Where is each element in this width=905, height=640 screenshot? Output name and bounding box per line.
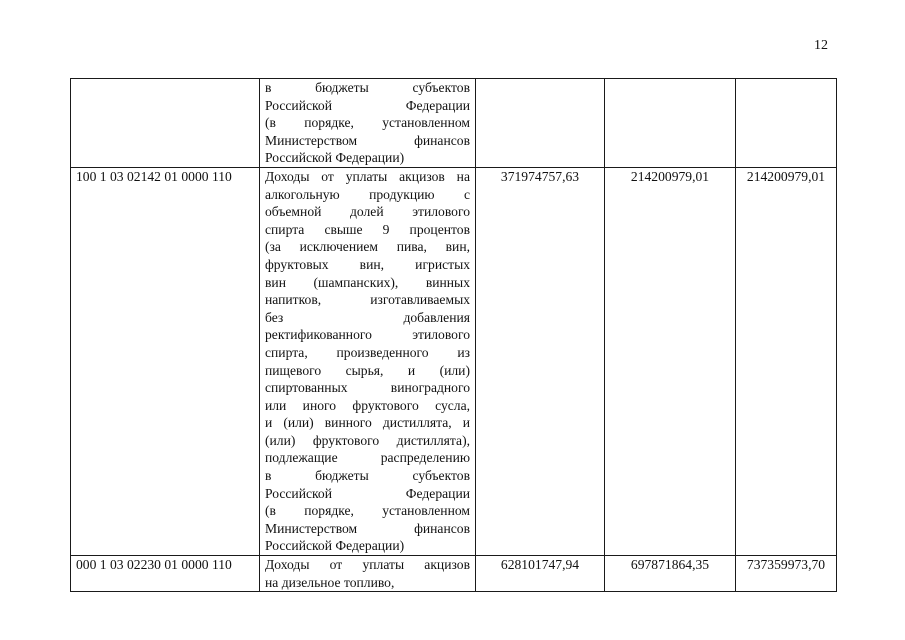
revenue-table xyxy=(70,78,837,592)
description-line: вин (шампанских), винных xyxy=(265,274,470,290)
description-line: или иного фруктового сусла, xyxy=(265,397,470,413)
table-row xyxy=(71,79,837,168)
amount-cell-3: 737359973,70 xyxy=(736,556,837,592)
description-line: Министерством финансов xyxy=(265,132,470,148)
description-line: Российской Федерации) xyxy=(265,150,405,166)
description-line: (или) фруктового дистиллята), xyxy=(265,432,470,448)
description-line: Российской Федерации xyxy=(265,97,470,113)
description-line: спирта, произведенного из xyxy=(265,344,470,360)
description-line: и (или) винного дистиллята, и xyxy=(265,415,470,431)
description-cell xyxy=(260,556,476,592)
page-number: 12 xyxy=(814,38,828,53)
amount-cell-2: 697871864,35 xyxy=(605,556,736,592)
description-line: (в порядке, установленном xyxy=(265,115,470,131)
description-line: Министерством финансов xyxy=(265,520,470,536)
description-line: в бюджеты субъектов xyxy=(265,468,470,484)
amount-cell-1 xyxy=(476,79,605,168)
description-line: фруктовых вин, игристых xyxy=(265,256,470,272)
description-line: Доходы от уплаты акцизов на xyxy=(265,168,470,184)
description-line: спирта свыше 9 процентов xyxy=(265,221,470,237)
table-row xyxy=(71,167,837,555)
amount-cell-1: 628101747,94 xyxy=(476,556,605,592)
description-line: на дизельное топливо, xyxy=(265,574,395,590)
description-line: (в порядке, установленном xyxy=(265,503,470,519)
description-line: алкогольную продукцию с xyxy=(265,186,470,202)
description-line: Доходы от уплаты акцизов xyxy=(265,557,470,573)
description-line: ректификованного этилового xyxy=(265,327,470,343)
description-line: объемной долей этилового xyxy=(265,204,470,220)
description-line: Российской Федерации xyxy=(265,485,470,501)
amount-cell-3: 214200979,01 xyxy=(736,167,837,555)
amount-cell-1: 371974757,63 xyxy=(476,167,605,555)
description-line: Российской Федерации) xyxy=(265,538,405,554)
table-row xyxy=(71,556,837,592)
amount-cell-3 xyxy=(736,79,837,168)
budget-code-cell: 100 1 03 02142 01 0000 110 xyxy=(71,167,260,555)
description-line: спиртованных виноградного xyxy=(265,380,470,396)
amount-cell-2: 214200979,01 xyxy=(605,167,736,555)
description-cell xyxy=(260,79,476,168)
amount-cell-2 xyxy=(605,79,736,168)
description-line: напитков, изготавливаемых xyxy=(265,292,470,308)
description-line: (за исключением пива, вин, xyxy=(265,239,470,255)
budget-code-cell: 000 1 03 02230 01 0000 110 xyxy=(71,556,260,592)
description-line: пищевого сырья, и (или) xyxy=(265,362,470,378)
revenue-table-body xyxy=(71,79,837,592)
budget-code-cell xyxy=(71,79,260,168)
description-line: подлежащие распределению xyxy=(265,450,470,466)
description-line: в бюджеты субъектов xyxy=(265,80,470,95)
description-cell xyxy=(260,167,476,555)
description-line: без добавления xyxy=(265,309,470,325)
